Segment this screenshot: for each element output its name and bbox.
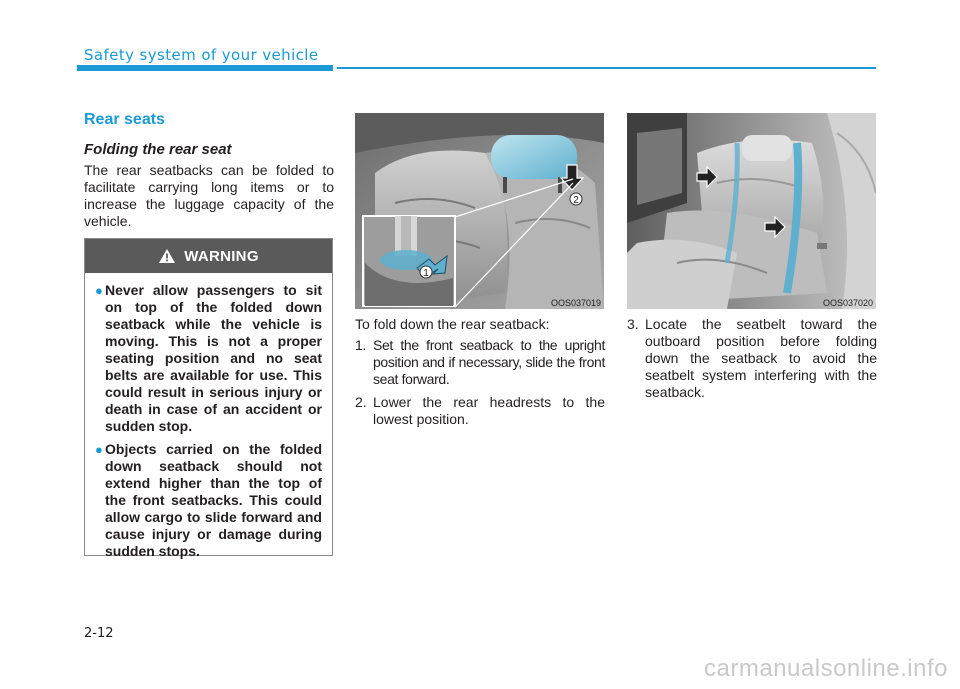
- step-number: 3.: [627, 316, 639, 332]
- subsection-title: Folding the rear seat: [84, 141, 232, 158]
- warning-item: [95, 441, 322, 560]
- step-item: [355, 394, 605, 428]
- step-number: 2.: [355, 394, 367, 410]
- bullet-icon: ●: [95, 283, 103, 298]
- step-text: Set the front seatback to the upright position and if necessary, slide the front seat forward.: [373, 337, 605, 387]
- figure-code: OOS037019: [550, 298, 601, 308]
- warning-item-text: Never allow passengers to sit on top of the folded down seatback while the vehicle is moving. This is not a proper seating position and no seat belts are available for use. This could result in serious injury or death in case of an accident or sudden stop.: [105, 282, 322, 434]
- steps-intro: To fold down the rear seatback:: [355, 316, 550, 332]
- steps-list: [627, 316, 877, 401]
- bullet-icon: ●: [95, 442, 103, 457]
- header-rule: [337, 67, 876, 69]
- step-text: Lower the rear headrests to the lowest position.: [373, 394, 605, 427]
- warning-box: [84, 238, 333, 559]
- step-item: [627, 316, 877, 401]
- figure-code: OOS037020: [822, 298, 873, 308]
- figure-rear-headrest: [355, 113, 604, 309]
- figure-seatbelt-position: [627, 113, 876, 309]
- step-text: Locate the seatbelt toward the outboard position before folding down the seatback to avoid the seatbelt system interfering with the seatback.: [645, 316, 877, 400]
- warning-label: WARNING: [184, 247, 259, 265]
- seatbelt-illustration: [627, 113, 876, 309]
- warning-triangle-icon: [158, 248, 176, 264]
- page-number: 2-12: [84, 626, 114, 641]
- section-title: Rear seats: [84, 111, 165, 128]
- rear-seat-illustration: [355, 113, 604, 309]
- step-number: 1.: [355, 337, 366, 353]
- callout-2: 2: [573, 195, 579, 206]
- warning-item: [95, 282, 322, 435]
- header-title: Safety system of your vehicle: [84, 46, 319, 64]
- steps-column-continued: [627, 316, 877, 401]
- step-item: [355, 337, 605, 388]
- warning-item-text: Objects carried on the folded down seatback should not extend higher than the top of the front seatbacks. This could allow cargo to slide forward and cause injury or damage during sudden stops.: [105, 441, 322, 559]
- callout-1: 1: [423, 268, 429, 279]
- header-bar: [77, 65, 333, 71]
- steps-column: [355, 316, 605, 434]
- warning-header: [85, 239, 332, 273]
- steps-list: [355, 337, 605, 428]
- watermark: carmanualsonline.info: [704, 655, 948, 682]
- warning-list: [85, 273, 332, 560]
- intro-paragraph: The rear seatbacks can be folded to facilitate carrying long items or to increase the luggage capacity of the vehicle.: [84, 162, 334, 229]
